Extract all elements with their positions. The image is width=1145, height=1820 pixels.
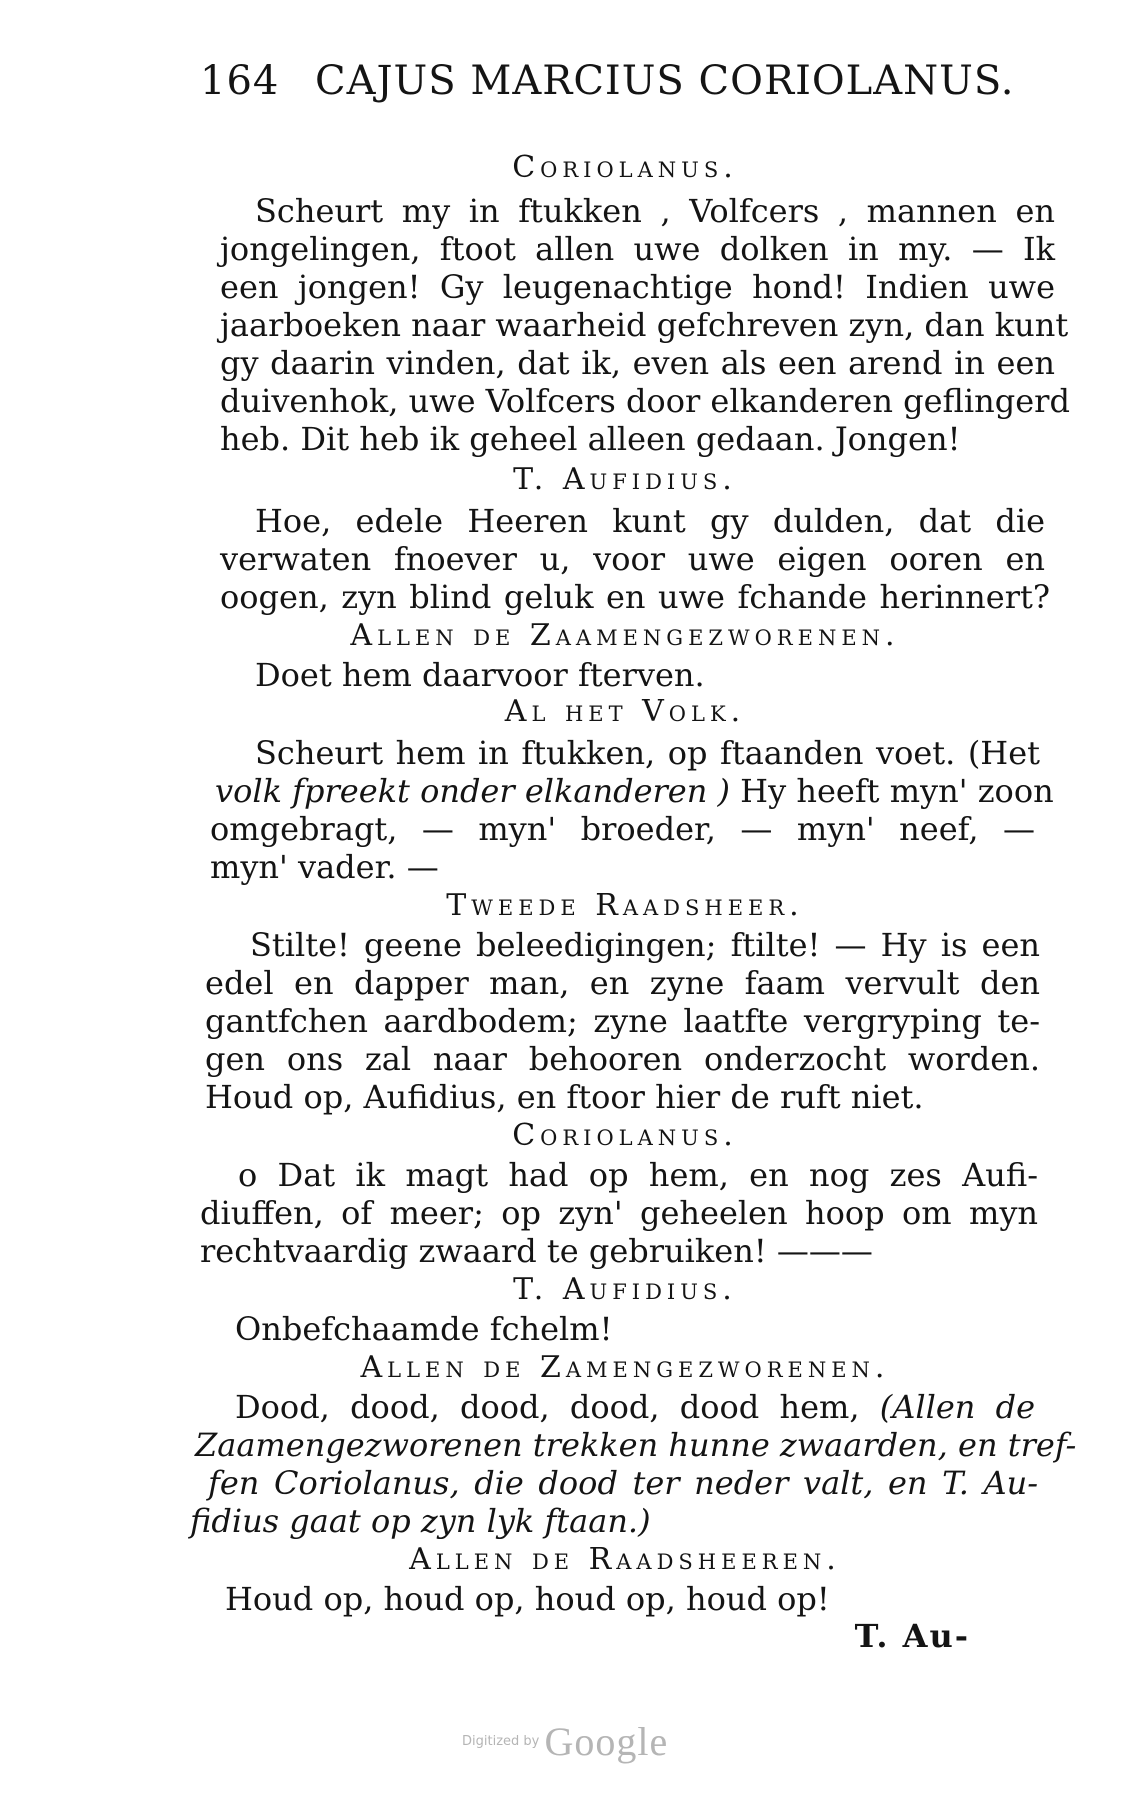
text-line: Houd op, Aufidius, en ftoor hier de ruft niet. — [205, 1078, 924, 1116]
digitized-watermark — [462, 1718, 702, 1768]
text-line: oogen, zyn blind geluk en uwe fchande herinnert? — [220, 578, 1050, 616]
text-line: edel en dapper man, en zyne faam vervult den — [205, 964, 1040, 1002]
stage-direction: (Allen de — [879, 1388, 1036, 1426]
text-line: Scheurt my in ftukken , Volfcers , mannen en — [255, 192, 1055, 230]
speaker-heading: Allen de Zaamengezworenen. — [350, 618, 900, 653]
speaker-heading: Tweede Raadsheer. — [446, 888, 804, 923]
text-line: jongelingen, ftoot allen uwe dolken in my. — Ik — [220, 230, 1055, 268]
stage-direction: volk fpreekt onder elkanderen ) — [215, 772, 730, 810]
watermark-small-text: Digitized by — [462, 1734, 540, 1749]
text-line: o Dat ik magt had op hem, en nog zes Aufi- — [238, 1156, 1038, 1194]
speaker-heading: Al het Volk. — [504, 694, 746, 729]
speaker-heading: Allen de Raadsheeren. — [409, 1542, 841, 1577]
speaker-heading: T. Aufidius. — [513, 1272, 737, 1307]
text-line: omgebragt, — myn' broeder, — myn' neef, — — [210, 810, 1035, 848]
text-line: rechtvaardig zwaard te gebruiken! ——— — [200, 1232, 873, 1270]
text-line: Hoe, edele Heeren kunt gy dulden, dat die — [255, 502, 1045, 540]
text-line — [235, 1388, 1035, 1426]
text-line: gen ons zal naar behooren onderzocht worden. — [205, 1040, 1040, 1078]
text-line: Doet hem daarvoor fterven. — [255, 656, 705, 694]
stage-direction-line: Zaamengezworenen trekken hunne zwaarden, en tref- — [195, 1426, 1077, 1464]
speaker-heading: Coriolanus. — [512, 1118, 738, 1153]
text-line: heb. Dit heb ik geheel alleen gedaan. Jongen! — [220, 420, 961, 458]
text-line: Stilte! geene beleedigingen; ftilte! — Hy is een — [250, 926, 1040, 964]
running-header — [200, 58, 1015, 114]
running-title: CAJUS MARCIUS CORIOLANUS. — [315, 58, 1015, 104]
dialogue-text: Hy heeft myn' zoon — [740, 772, 1054, 810]
catchword: T. Au- — [854, 1617, 970, 1655]
stage-direction-line: fen Coriolanus, die dood ter neder valt, en T. Au- — [208, 1464, 1038, 1502]
text-line: myn' vader. — — [210, 848, 439, 886]
text-line: Scheurt hem in ftukken, op ftaanden voet. (Het — [255, 734, 1040, 772]
text-line: duivenhok, uwe Volfcers door elkanderen geflingerd — [220, 382, 1070, 420]
page-number: 164 — [200, 58, 280, 104]
speaker-heading: Coriolanus. — [512, 150, 738, 185]
text-line — [215, 772, 1054, 810]
text-line: Onbefchaamde fchelm! — [235, 1310, 613, 1348]
speaker-heading: Allen de Zamengezworenen. — [360, 1350, 890, 1385]
text-line: gy daarin vinden, dat ik, even als een arend in een — [220, 344, 1055, 382]
stage-direction-line: fidius gaat op zyn lyk ftaan.) — [190, 1502, 651, 1540]
text-line: een jongen! Gy leugenachtige hond! Indien uwe — [220, 268, 1055, 306]
text-line: diuffen, of meer; op zyn' geheelen hoop om myn — [200, 1194, 1038, 1232]
dialogue-text: Dood, dood, dood, dood, dood hem, — [235, 1388, 860, 1426]
text-line: verwaten fnoever u, voor uwe eigen ooren en — [220, 540, 1045, 578]
text-line: gantfchen aardbodem; zyne laatfte vergryping te- — [205, 1002, 1040, 1040]
text-line: Houd op, houd op, houd op, houd op! — [225, 1580, 830, 1618]
speaker-heading: T. Aufidius. — [513, 462, 737, 497]
watermark-logo-text: Google — [544, 1719, 669, 1764]
text-line: jaarboeken naar waarheid gefchreven zyn, dan kunt — [220, 306, 1069, 344]
